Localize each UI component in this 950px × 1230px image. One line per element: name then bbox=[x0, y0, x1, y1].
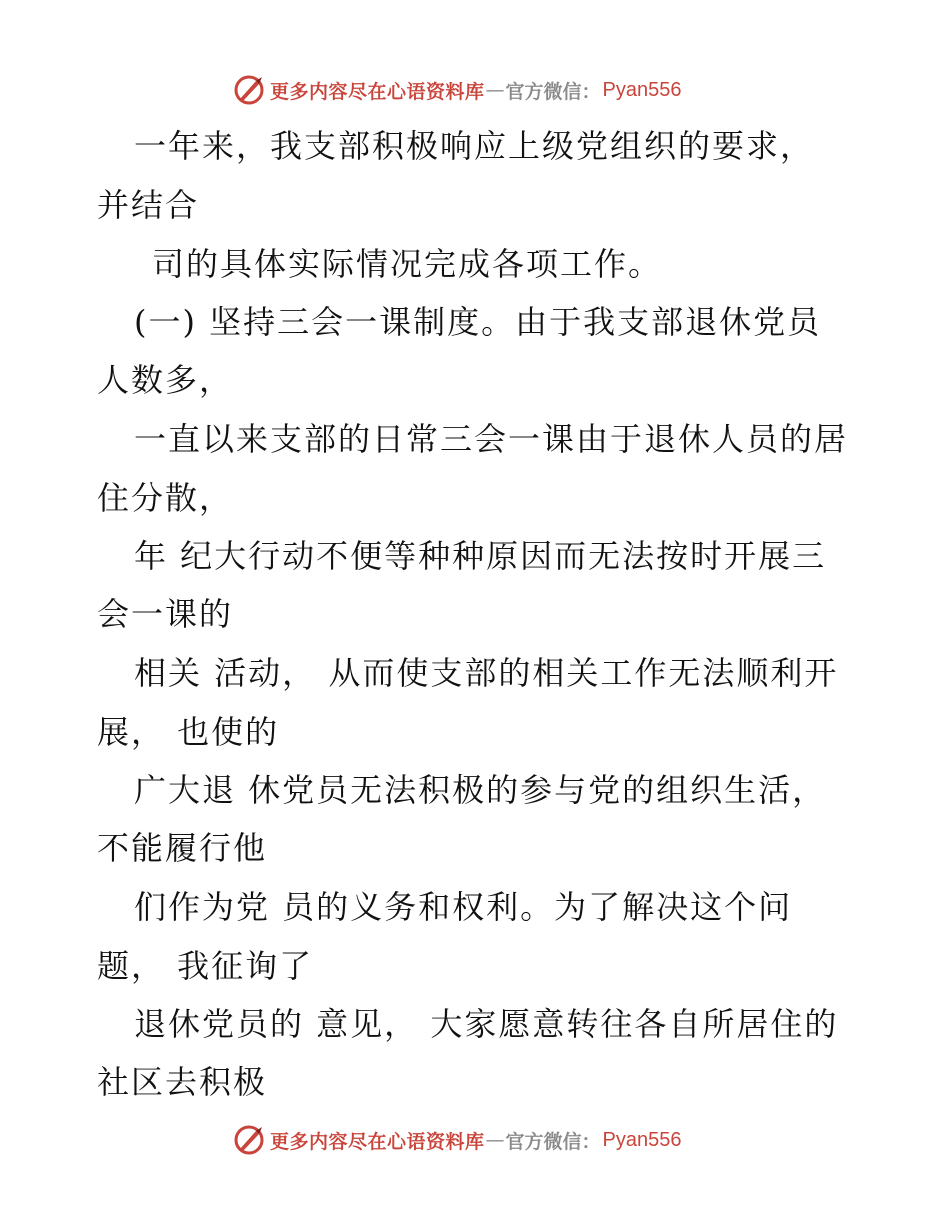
text-line: 们作为党 员的义务和权利。为了解决这个问 bbox=[134, 888, 793, 926]
watermark-official: 官方微信： bbox=[505, 1130, 601, 1153]
text-line: 司的具体实际情况完成各项工作。 bbox=[152, 245, 663, 283]
watermark-id: Pyan556 bbox=[602, 1128, 682, 1151]
text-line: 一年来，我支部积极响应上级党组织的要求， bbox=[134, 127, 815, 165]
watermark-id: Pyan556 bbox=[602, 78, 682, 101]
text-line: 住分散， bbox=[97, 479, 234, 517]
text-line: 题， 我征询了 bbox=[97, 947, 314, 985]
text-line: 会一课的 bbox=[97, 595, 234, 633]
text-line: 相关 活动， 从而使支部的相关工作无法顺利开 bbox=[134, 654, 839, 692]
text-line: 不能履行他 bbox=[97, 829, 268, 867]
text-line: 年 纪大行动不便等种种原因而无法按时开展三 bbox=[134, 537, 827, 575]
text-line: 退休党员的 意见， 大家愿意转往各自所居住的 bbox=[134, 1005, 839, 1043]
watermark-dash: — bbox=[485, 79, 505, 101]
text-line: 展， 也使的 bbox=[97, 713, 280, 751]
text-line: 广大退 休党员无法积极的参与党的组织生活， bbox=[134, 771, 827, 809]
header-watermark bbox=[232, 72, 682, 108]
quill-logo-icon bbox=[232, 1123, 266, 1157]
watermark-text: 更多内容尽在心语资料库 bbox=[270, 80, 485, 103]
quill-logo-icon bbox=[232, 73, 266, 107]
footer-watermark bbox=[232, 1122, 682, 1158]
text-line: 并结合 bbox=[97, 186, 200, 224]
text-line: 社区去积极 bbox=[97, 1063, 268, 1101]
watermark-text: 更多内容尽在心语资料库 bbox=[270, 1130, 485, 1153]
text-line: (一) 坚持三会一课制度。由于我支部退休党员 bbox=[134, 303, 822, 341]
watermark-dash: — bbox=[485, 1129, 505, 1151]
text-line: 一直以来支部的日常三会一课由于退休人员的居 bbox=[134, 420, 849, 458]
watermark-official: 官方微信： bbox=[505, 80, 601, 103]
text-line: 人数多， bbox=[97, 361, 234, 399]
